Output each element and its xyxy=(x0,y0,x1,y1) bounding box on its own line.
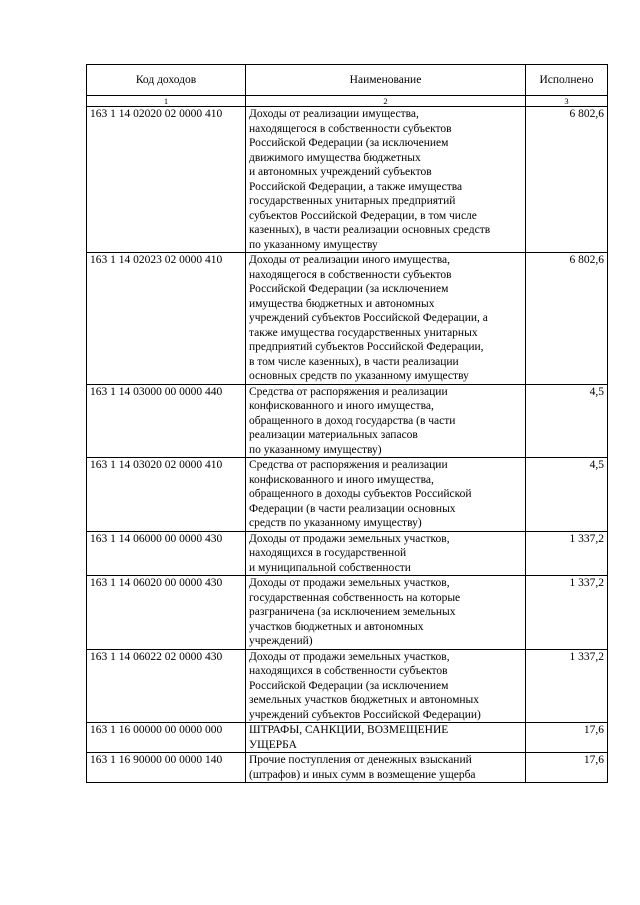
revenue-code: 163 1 16 00000 00 0000 000 xyxy=(87,723,246,753)
executed-amount: 4,5 xyxy=(526,384,608,458)
revenue-code: 163 1 14 03000 00 0000 440 xyxy=(87,384,246,458)
column-number-row xyxy=(87,96,608,107)
table-row xyxy=(87,723,608,753)
executed-amount: 17,6 xyxy=(526,753,608,783)
table-row xyxy=(87,576,608,650)
table-row xyxy=(87,649,608,723)
executed-amount: 1 337,2 xyxy=(526,531,608,576)
table-header-row xyxy=(87,65,608,96)
header-executed: Исполнено xyxy=(526,65,608,96)
header-code: Код доходов xyxy=(87,65,246,96)
executed-amount: 6 802,6 xyxy=(526,253,608,385)
table-row xyxy=(87,253,608,385)
executed-amount: 1 337,2 xyxy=(526,576,608,650)
revenue-name: Доходы от продажи земельных участков, находящихся в собственности субъектов Российской Федерации (за исключением земельных участков бюджетных и автономных учреждений субъектов Российской Федерации) xyxy=(246,649,526,723)
revenue-name: Средства от распоряжения и реализации конфискованного и иного имущества, обращенного в доход государства (в части реализации материальных запасов по указанному имуществу) xyxy=(246,384,526,458)
revenue-name: Доходы от продажи земельных участков, государственная собственность на которые разграничена (за исключением земельных участков бюджетных и автономных учреждений) xyxy=(246,576,526,650)
revenue-code: 163 1 14 06000 00 0000 430 xyxy=(87,531,246,576)
header-name: Наименование xyxy=(246,65,526,96)
table-row xyxy=(87,458,608,532)
revenue-name: Доходы от продажи земельных участков, находящихся в государственной и муниципальной собственности xyxy=(246,531,526,576)
table-row xyxy=(87,531,608,576)
executed-amount: 17,6 xyxy=(526,723,608,753)
column-number: 3 xyxy=(526,96,608,107)
table-row xyxy=(87,107,608,253)
revenue-name: ШТРАФЫ, САНКЦИИ, ВОЗМЕЩЕНИЕ УЩЕРБА xyxy=(246,723,526,753)
revenue-code: 163 1 14 02023 02 0000 410 xyxy=(87,253,246,385)
column-number: 1 xyxy=(87,96,246,107)
executed-amount: 6 802,6 xyxy=(526,107,608,253)
revenue-code: 163 1 14 03020 02 0000 410 xyxy=(87,458,246,532)
revenue-code: 163 1 14 06020 00 0000 430 xyxy=(87,576,246,650)
revenue-name: Прочие поступления от денежных взысканий (штрафов) и иных сумм в возмещение ущерба xyxy=(246,753,526,783)
revenue-name: Средства от распоряжения и реализации конфискованного и иного имущества, обращенного в доходы субъектов Российской Федерации (в части реализации основных средств по указанному имуществу) xyxy=(246,458,526,532)
revenue-table xyxy=(86,64,608,783)
table-row xyxy=(87,753,608,783)
table-row xyxy=(87,384,608,458)
revenue-code: 163 1 14 02020 02 0000 410 xyxy=(87,107,246,253)
revenue-code: 163 1 14 06022 02 0000 430 xyxy=(87,649,246,723)
revenue-name: Доходы от реализации имущества, находящегося в собственности субъектов Российской Федерации (за исключением движимого имущества бюджетных и автономных учреждений субъектов Российской Федерации, а также имущества государственных унитарных предприятий субъектов Российской Федерации, в том числе казенных), в части реализации основных средств по указанному имуществу xyxy=(246,107,526,253)
executed-amount: 4,5 xyxy=(526,458,608,532)
executed-amount: 1 337,2 xyxy=(526,649,608,723)
revenue-name: Доходы от реализации иного имущества, находящегося в собственности субъектов Российской Федерации (за исключением имущества бюджетных и автономных учреждений субъектов Российской Федерации, а также имущества государственных унитарных предприятий субъектов Российской Федерации, в том числе казенных), в части реализации основных средств по указанному имуществу xyxy=(246,253,526,385)
column-number: 2 xyxy=(246,96,526,107)
revenue-code: 163 1 16 90000 00 0000 140 xyxy=(87,753,246,783)
